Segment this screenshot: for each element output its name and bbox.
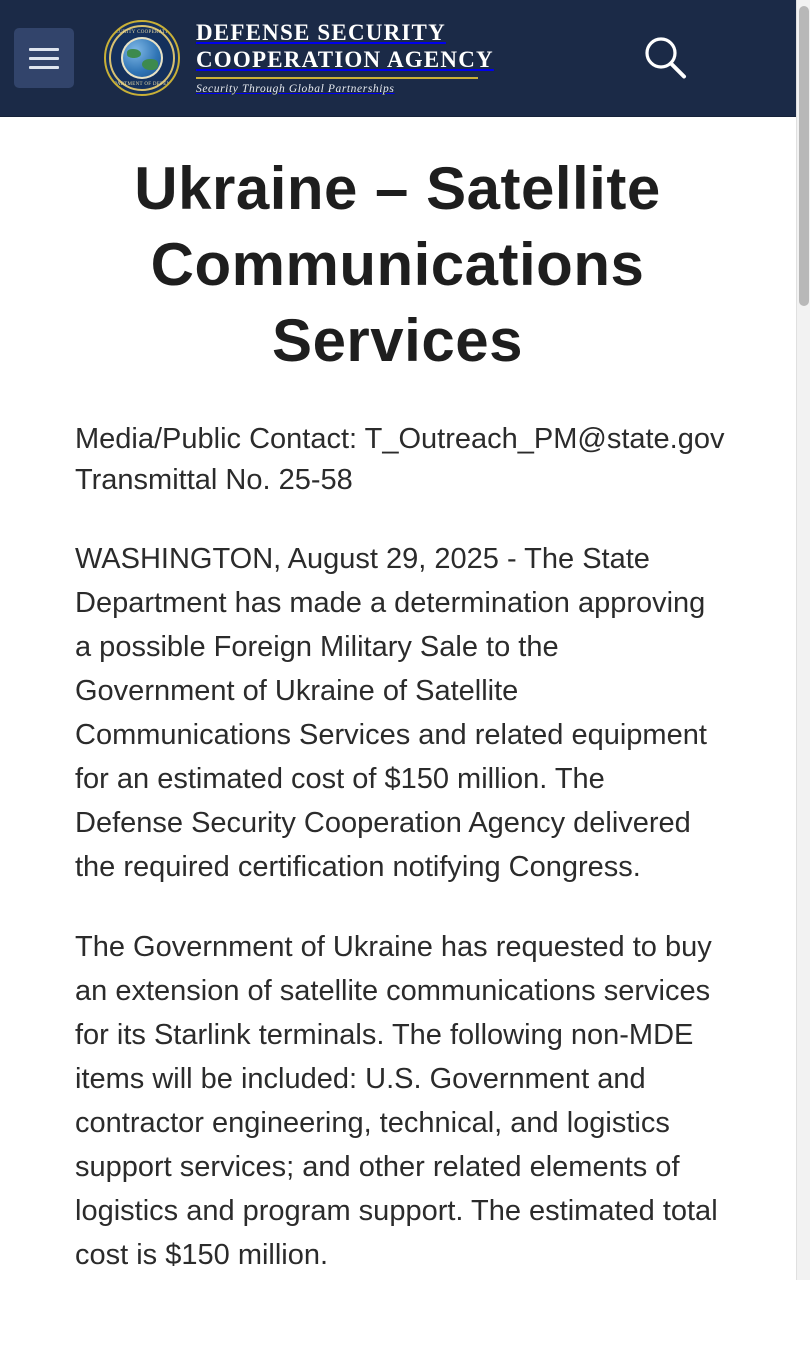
scrollbar-thumb[interactable] [799,6,809,306]
site-logo-link[interactable] [104,20,630,96]
seal-top-text: SECURITY COOPERATION [108,30,176,35]
article-page [0,151,795,1346]
article-paragraph-2: The Government of Ukraine has requested to buy an extension of satellite communications services for its Starlink terminals. The following non-MDE items will be included: U.S. Government and contractor engineering, technical, and logistics support services; and other related elements of logistics and program support. The estimated total cost is $150 million. [75,931,718,1271]
seal-globe-icon [121,37,163,79]
media-contact: Media/Public Contact: T_Outreach_PM@state.gov [75,423,725,455]
site-header [0,0,810,117]
page-title: Ukraine – Satellite Communications Services [134,155,661,374]
wordmark-line-1: DEFENSE SECURITY [196,19,446,45]
contact-block [75,419,725,501]
transmittal-number: Transmittal No. 25-58 [75,464,353,496]
page-scrollbar[interactable] [796,0,810,1280]
dsca-seal-icon [104,20,180,96]
seal-bottom-text: DEPARTMENT OF DEFENSE [107,82,177,87]
hamburger-bar-1 [29,48,59,51]
search-icon[interactable] [630,23,700,93]
wordmark-line-2: COOPERATION AGENCY [196,46,494,72]
hamburger-bar-2 [29,57,59,60]
article-paragraph-1: WASHINGTON, August 29, 2025 - The State Department has made a determination approving a possible Foreign Military Sale to the Government of Ukraine of Satellite Communications Services and related equipment for an estimated cost of $150 million. The Defense Security Cooperation Agency delivered the required certification notifying Congress. [75,543,707,883]
hamburger-menu-button[interactable] [14,28,74,88]
wordmark-tagline: Security Through Global Partnerships [196,82,395,95]
hamburger-bar-3 [29,66,59,69]
wordmark-divider [196,77,478,79]
site-wordmark [196,21,494,96]
